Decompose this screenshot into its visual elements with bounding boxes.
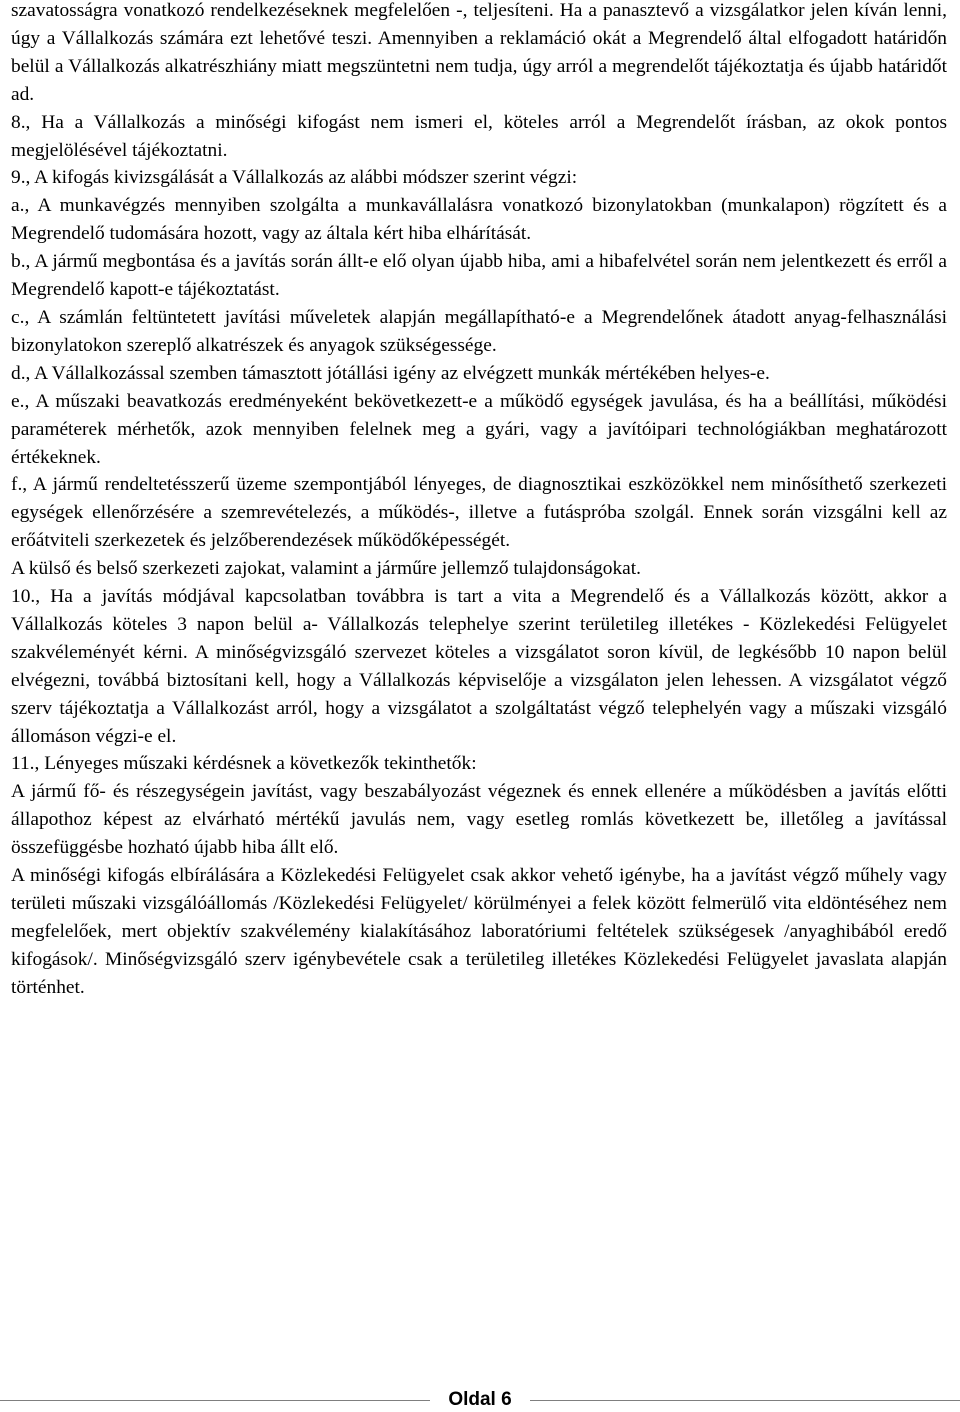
paragraph-9c: c., A számlán feltüntetett javítási műveletek alapján megállapítható-e a Megrendelőnek átadott anyag-felhasználási bizonylatokon szereplő alkatrészek és anyagok szükségessége. bbox=[11, 306, 947, 356]
paragraph-11: 11., Lényeges műszaki kérdésnek a következők tekinthetők: bbox=[11, 753, 477, 775]
paragraph-noise-check: A külső és belső szerkezeti zajokat, valamint a járműre jellemző tulajdonságokat. bbox=[11, 558, 641, 580]
paragraph-authority-review: A minőségi kifogás elbírálására a Közlekedési Felügyelet csak akkor vehető igénybe, ha a javítást végző műhely vagy területi műszaki vizsgálóállomás /Közlekedési Felügyelet/ körülményei a felek között felmerülő vita eldöntéséhez nem megfelelőek, mert objektív szakvélemény kialakításához laboratóriumi feltételek szükségesek /anyaghibából eredő kifogások/. Minőségvizsgáló szerv igénybevétele csak a területileg illetékes Közlekedési Felügyelet javaslata alapján történhet. bbox=[11, 865, 947, 998]
page-number: Oldal 6 bbox=[448, 1389, 512, 1410]
footer-rule-right bbox=[530, 1400, 960, 1401]
page-footer bbox=[0, 1386, 960, 1412]
paragraph-10: 10., Ha a javítás módjával kapcsolatban továbbra is tart a vita a Megrendelő és a Vállalkozás között, akkor a Vállalkozás köteles 3 napon belül a- Vállalkozás telephelye szerint területileg illetékes - Közlekedési Felügyelet szakvéleményét kérni. A minőségvizsgáló szervezet köteles a vizsgálatot soron kívül, de legkésőbb 10 napon belül elvégezni, továbbá biztosítani kell, hogy a Vállalkozás képviselője a vizsgálaton jelen lehessen. A vizsgálatot végző szerv tájékoztatja a Vállalkozást arról, hogy a vizsgálatot a szolgáltatást végző telephelyén vagy a műszaki vizsgáló állomáson végzi-e el. bbox=[11, 586, 947, 747]
paragraph-9a: a., A munkavégzés mennyiben szolgálta a munkavállalásra vonatkozó bizonylatokban (munkalapon) rögzített és a Megrendelő tudomására hozott, vagy az általa kért hiba elhárítását. bbox=[11, 195, 947, 245]
paragraph-9: 9., A kifogás kivizsgálását a Vállalkozás az alábbi módszer szerint végzi: bbox=[11, 167, 578, 189]
paragraph-9b: b., A jármű megbontása és a javítás során állt-e elő olyan újabb hiba, ami a hibafelvétel során nem jelentkezett és erről a Megrendelő kapott-e tájékoztatást. bbox=[11, 251, 947, 301]
paragraph-9d: d., A Vállalkozással szemben támasztott jótállási igény az elvégzett munkák mértékében helyes-e. bbox=[11, 362, 770, 384]
paragraph-8: 8., Ha a Vállalkozás a minőségi kifogást nem ismeri el, köteles arról a Megrendelőt írásban, az okok pontos megjelölésével tájékoztatni. bbox=[11, 111, 947, 161]
footer-rule-left bbox=[0, 1400, 430, 1401]
paragraph-warranty-continuation: szavatosságra vonatkozó rendelkezéseknek megfelelően -, teljesíteni. Ha a panasztevő a vizsgálatkor jelen kíván lenni, úgy a Vállalkozás számára ezt lehetővé teszi. Amennyiben a reklamáció okát a Megrendelő által elfogadott határidőn belül a Vállalkozás alkatrészhiány miatt megszüntetni nem tudja, úgy arról a megrendelőt tájékoztatja és újabb határidőt ad. bbox=[11, 0, 947, 105]
paragraph-9f: f., A jármű rendeltetésszerű üzeme szempontjából lényeges, de diagnosztikai eszközökkel nem minősíthető szerkezeti egységek ellenőrzésére a szemrevételezés, a működés-, illetve a futáspróba szolgál. Ennek során vizsgálni kell az erőátviteli szerkezetek és jelzőberendezések működőképességét. bbox=[11, 474, 947, 552]
document-body bbox=[11, 0, 947, 1002]
paragraph-9e: e., A műszaki beavatkozás eredményeként bekövetkezett-e a működő egységek javulása, és ha a beállítási, működési paraméterek mérhetők, azok mennyiben felelnek meg a gyári, vagy a javítóipari technológiákban meghatározott értékeknek. bbox=[11, 390, 947, 468]
paragraph-11-definition: A jármű fő- és részegységein javítást, vagy beszabályozást végeznek és ennek ellenére a működésben a javítás előtti állapothoz képest az elvárható mértékű javulás nem, vagy esetleg romlás következett be, illetőleg a javítással összefüggésbe hozható újabb hiba állt elő. bbox=[11, 781, 947, 859]
